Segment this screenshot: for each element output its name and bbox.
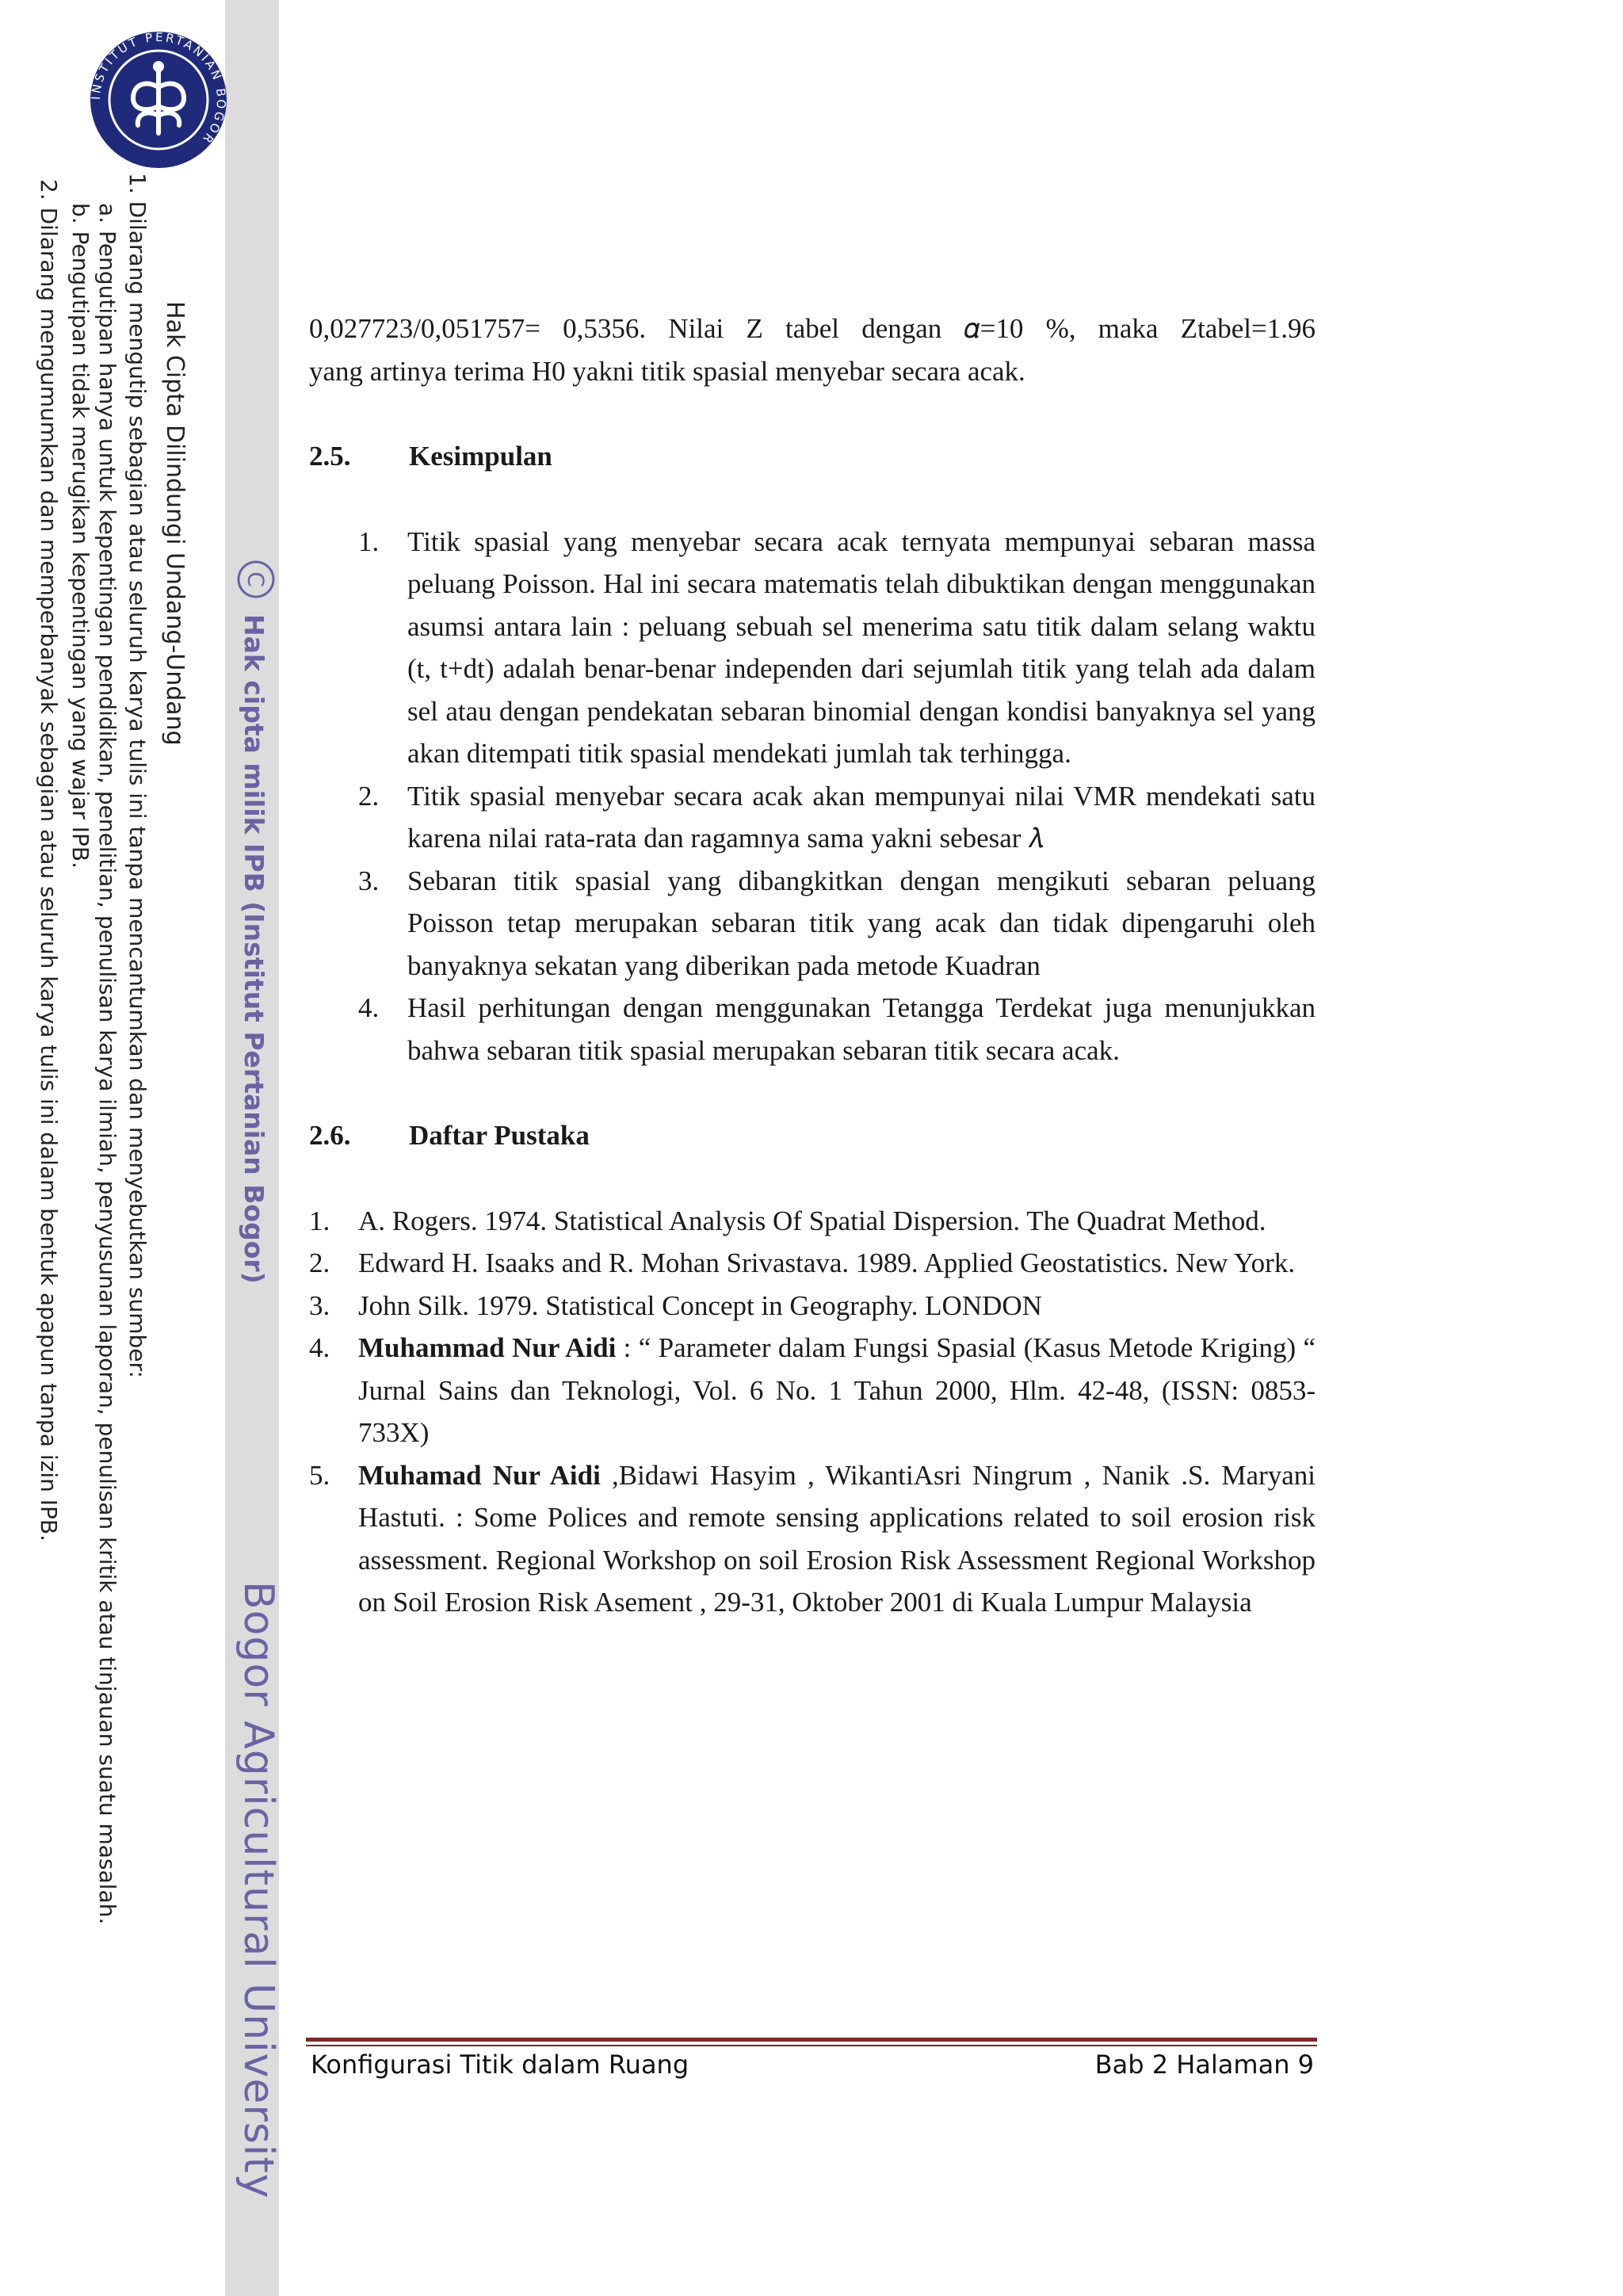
intro-line-1: 0,027723/0,051757= 0,5356. Nilai Z tabel dengan 𝛼=10 %, maka Ztabel=1.96 xyxy=(309,313,1316,344)
section-heading-pustaka xyxy=(309,1114,1316,1157)
law-notice-2: 2. Dilarang mengumumkan dan memperbanyak sebagian atau seluruh karya tulis ini dalam bentuk apapun tanpa izin IPB. xyxy=(36,179,62,1542)
reference-item: 2. Edward H. Isaaks and R. Mohan Srivastava. 1989. Applied Geostatistics. New York. xyxy=(309,1247,1296,1278)
document-body xyxy=(309,308,1316,1624)
list-item: 3. Sebaran titik spasial yang dibangkitkan dengan mengikuti sebaran peluang Poisson tetap merupakan sebaran titik yang acak dan tidak dipengaruhi oleh banyaknya sekatan yang diberikan pada metode Kuadran xyxy=(358,865,1316,981)
reference-item: 1. A. Rogers. 1974. Statistical Analysis Of Spatial Dispersion. The Quadrat Method. xyxy=(309,1205,1266,1236)
intro-line-2: yang artinya terima H0 yakni titik spasial menyebar secara acak. xyxy=(309,355,1025,387)
conclusion-list xyxy=(309,521,1316,1072)
list-item: 2. Titik spasial menyebar secara acak akan mempunyai nilai VMR mendekati satu karena nilai rata-rata dan ragamnya sama yakni sebesar 𝜆 xyxy=(358,780,1316,854)
section-heading-kesimpulan xyxy=(309,435,1316,478)
section-number: 2.6. xyxy=(309,1120,351,1151)
page-number: Bab 2 Halaman 9 xyxy=(1094,2050,1314,2080)
reference-list xyxy=(309,1200,1316,1624)
reference-item: 5. Muhamad Nur Aidi ,Bidawi Hasyim , WikantiAsri Ningrum , Nanik .S. Maryani Hastuti. : Some Polices and remote sensing applications related to soil erosion risk assessment. Regional Workshop on soil Erosion Risk Assessment Regional Workshop on Soil Erosion Risk Asement , 29-31, Oktober 2001 di Kuala Lumpur Malaysia xyxy=(309,1459,1316,1618)
section-number: 2.5. xyxy=(309,441,351,472)
brand-watermark: Bogor Agricultural University xyxy=(235,1581,282,2199)
law-notice-title: Hak Cipta Dilindungi Undang-Undang xyxy=(161,301,189,746)
copyright-notice: Hak cipta milik IPB (Institut Pertanian Bogor) xyxy=(239,614,269,1284)
svg-text:INSTITUT PERTANIAN BOGOR: INSTITUT PERTANIAN BOGOR xyxy=(89,30,228,148)
law-notice-1: 1. Dilarang mengutip sebagian atau seluruh karya tulis ini tanpa mencantumkan dan menyebutkan sumber: xyxy=(124,173,151,1378)
footer-rule xyxy=(306,2038,1317,2042)
list-item: 4. Hasil perhitungan dengan menggunakan Tetangga Terdekat juga menunjukkan bahwa sebaran titik spasial merupakan sebaran titik secara acak. xyxy=(358,992,1316,1066)
copyright-icon xyxy=(236,560,276,599)
law-notice-1a: a. Pengutipan hanya untuk kepentingan pendidikan, penelitian, penulisan karya ilmiah, penyusunan laporan, penulisan kritik atau tinjauan suatu masalah. xyxy=(94,203,120,1925)
svg-text:C: C xyxy=(242,571,269,587)
section-title: Daftar Pustaka xyxy=(409,1120,590,1151)
page-footer xyxy=(311,2050,1314,2080)
reference-item: 3. John Silk. 1979. Statistical Concept in Geography. LONDON xyxy=(309,1289,1042,1321)
reference-item: 4. Muhammad Nur Aidi : “ Parameter dalam Fungsi Spasial (Kasus Metode Kriging) “ Jurnal Sains dan Teknologi, Vol. 6 No. 1 Tahun 2000, Hlm. 42-48, (ISSN: 0853-733X) xyxy=(309,1332,1316,1448)
ipb-logo xyxy=(89,30,228,170)
footer-rule-thin xyxy=(306,2045,1317,2046)
section-title: Kesimpulan xyxy=(409,441,552,472)
law-notice-1b: b. Pengutipan tidak merugikan kepentingan yang wajar IPB. xyxy=(67,203,94,869)
list-item: 1. Titik spasial yang menyebar secara acak ternyata mempunyai sebaran massa peluang Poisson. Hal ini secara matematis telah dibuktikan dengan menggunakan asumsi antara lain : peluang sebuah sel menerima satu titik dalam selang waktu (t, t+dt) adalah benar-benar independen dari sejumlah titik yang telah ada dalam sel atau dengan pendekatan sebaran binomial dengan kondisi banyaknya sel yang akan ditempati titik spasial mendekati jumlah tak terhingga. xyxy=(358,525,1316,769)
footer-title: Konfigurasi Titik dalam Ruang xyxy=(311,2050,689,2080)
